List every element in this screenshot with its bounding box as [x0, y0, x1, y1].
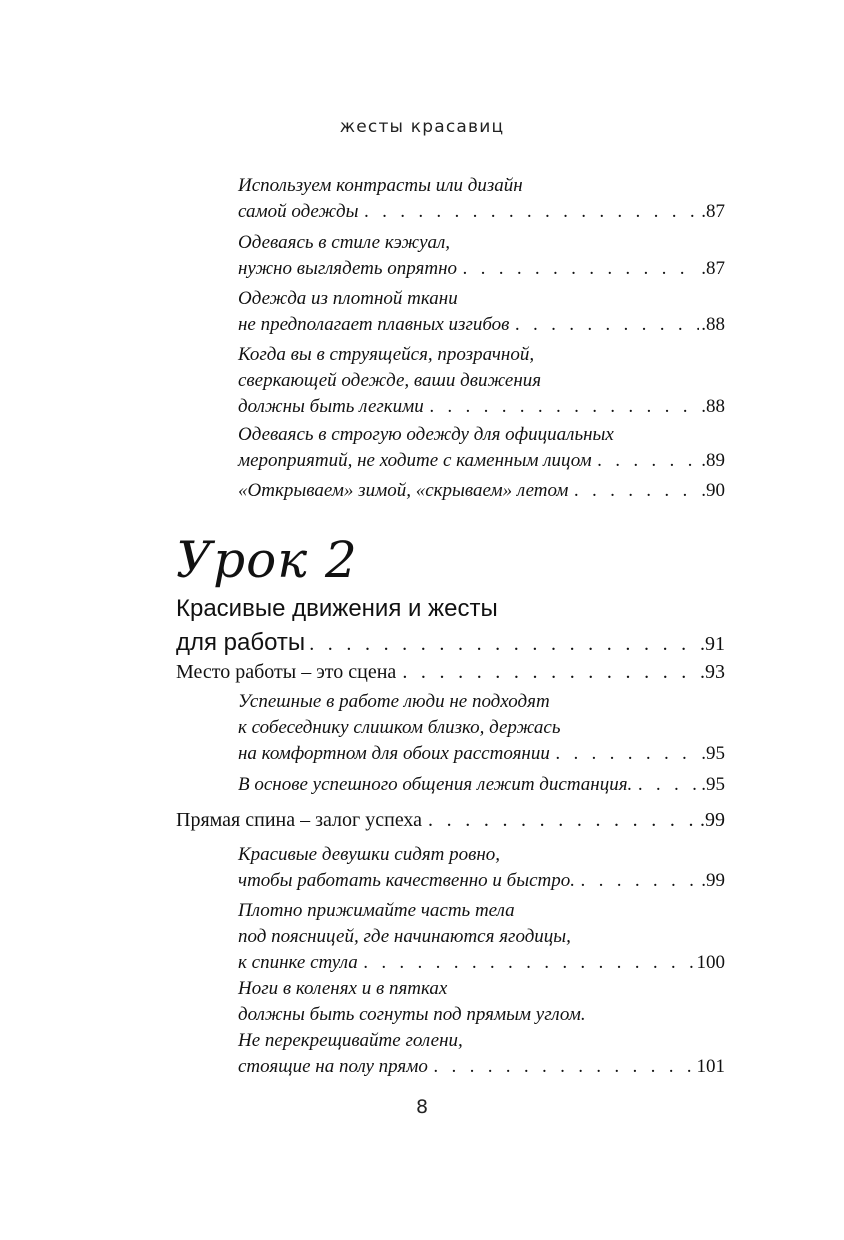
entry-line: Плотно прижимайте часть тела — [238, 900, 515, 921]
page-number: 100 — [696, 952, 725, 973]
entry-line: Одеваясь в строгую одежду для официальных — [238, 424, 614, 445]
entry-line: мероприятий, не ходите с каменным лицом — [238, 450, 592, 471]
dot-leader — [598, 448, 700, 474]
lesson-label: Урок 2 — [176, 531, 358, 589]
entry-line: «Открываем» зимой, «скрываем» летом — [238, 480, 569, 501]
toc-entry — [238, 173, 725, 225]
dot-leader — [428, 806, 698, 834]
dot-leader — [515, 312, 699, 338]
entry-line: должны быть легкими — [238, 396, 424, 417]
page-number: .95 — [701, 743, 725, 764]
page-number: .87 — [701, 258, 725, 279]
toc-entry — [238, 842, 725, 894]
dot-leader — [581, 868, 699, 894]
entry-line: В основе успешного общения лежит дистанция. — [238, 774, 633, 795]
entry-line: сверкающей одежде, ваши движения — [238, 370, 542, 391]
dot-leader — [402, 658, 698, 686]
entry-line: самой одежды — [238, 201, 359, 222]
toc-section — [176, 806, 725, 834]
toc-entry — [238, 230, 725, 282]
entry-line: Когда вы в струящейся, прозрачной, — [238, 344, 535, 365]
section-title: Прямая спина – залог успеха — [176, 809, 423, 831]
page-folio: 8 — [415, 1096, 429, 1118]
page-number: .90 — [701, 480, 725, 501]
entry-line: Используем контрасты или дизайн — [238, 175, 523, 196]
entry-line: Ноги в коленях и в пятках — [238, 978, 448, 999]
page-number: .88 — [701, 314, 725, 335]
page-number: .93 — [700, 661, 725, 683]
dot-leader — [430, 394, 699, 420]
entry-line: Одежда из плотной ткани — [238, 288, 458, 309]
chapter-title-line: для работы — [176, 629, 306, 656]
page-number: .91 — [700, 633, 725, 655]
page-number: 101 — [696, 1056, 725, 1077]
page-number: .99 — [700, 809, 725, 831]
dot-leader — [364, 950, 695, 976]
entry-line: под поясницей, где начинаются ягодицы, — [238, 926, 571, 947]
toc-section — [176, 658, 725, 686]
dot-leader — [365, 199, 700, 225]
page-number: .89 — [701, 450, 725, 471]
entry-line: к спинке стула — [238, 952, 358, 973]
dot-leader — [574, 478, 699, 504]
dot-leader — [434, 1054, 695, 1080]
entry-line: к собеседнику слишком близко, держась — [238, 717, 561, 738]
entry-line: Красивые девушки сидят ровно, — [238, 844, 501, 865]
toc-entry — [238, 478, 725, 504]
dot-leader — [309, 627, 698, 661]
entry-line: на комфортном для обоих расстоянии — [238, 743, 550, 764]
toc-entry — [238, 772, 725, 798]
entry-line: чтобы работать качественно и быстро. — [238, 870, 576, 891]
chapter-title-line: Красивые движения и жесты — [176, 595, 498, 622]
entry-line: стоящие на полу прямо — [238, 1056, 428, 1077]
toc-entry — [238, 689, 725, 767]
running-head: жесты красавиц — [339, 117, 505, 137]
page-number: .95 — [701, 774, 725, 795]
dot-leader — [556, 741, 699, 767]
entry-line: нужно выглядеть опрятно — [238, 258, 458, 279]
toc-entry — [238, 286, 725, 338]
toc-entry — [238, 422, 725, 474]
dot-leader — [463, 256, 699, 282]
entry-line: Одеваясь в стиле кэжуал, — [238, 232, 451, 253]
entry-line: Не перекрещивайте голени, — [238, 1030, 463, 1051]
section-title: Место работы – это сцена — [176, 661, 397, 683]
chapter-heading — [176, 592, 725, 660]
entry-line: должны быть согнуты под прямым углом. — [238, 1004, 586, 1025]
dot-leader — [638, 772, 699, 798]
toc-entry — [238, 342, 725, 420]
entry-line: не предполагает плавных изгибов — [238, 314, 510, 335]
toc-entry — [238, 976, 725, 1080]
entry-line: Успешные в работе люди не подходят — [238, 691, 550, 712]
page-number: .87 — [701, 201, 725, 222]
page-number: .99 — [701, 870, 725, 891]
page-number: .88 — [701, 396, 725, 417]
toc-entry — [238, 898, 725, 976]
